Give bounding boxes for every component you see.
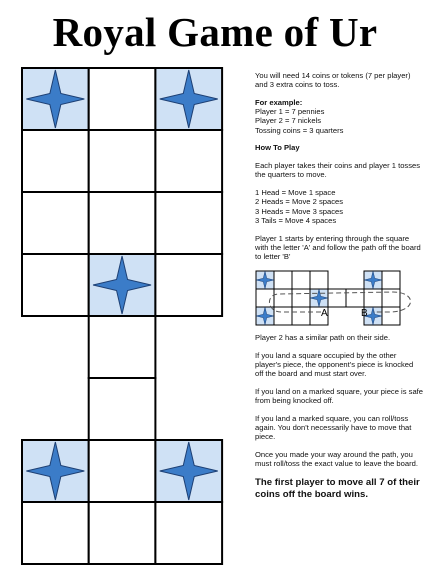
board-square: [22, 502, 89, 564]
board-square: [89, 68, 156, 130]
page-title: Royal Game of Ur: [52, 9, 378, 55]
mini-board-square: [364, 289, 382, 307]
mini-board-square: [382, 307, 400, 325]
mini-board-square: [328, 289, 346, 307]
example-line-2: Player 2 = 7 nickels: [255, 116, 322, 126]
exit-rule: Once you made your way around the path, you must roll/toss the exact value to leave the board.: [255, 450, 418, 469]
board-square: [155, 192, 222, 254]
move-2: 2 Heads = Move 2 spaces: [255, 197, 344, 207]
mini-board-square: [274, 271, 292, 289]
board-square: [22, 192, 89, 254]
board-square: [155, 254, 222, 316]
mini-board-square: [274, 289, 292, 307]
board-square: [89, 316, 156, 378]
how-to-play-heading: How To Play: [255, 143, 300, 153]
win-rule: The first player to move all 7 of their coins off the board wins.: [255, 477, 420, 500]
board-square: [89, 192, 156, 254]
path-diagram: [255, 270, 417, 326]
board-square: [22, 254, 89, 316]
capture-rule: If you land a square occupied by the other player's piece, the opponent's piece is knocked off the board and must start over.: [255, 350, 414, 379]
mini-board-square: [256, 289, 274, 307]
mini-board-square: [310, 271, 328, 289]
example-line-1: Player 1 = 7 pennies: [255, 107, 325, 117]
board-square: [89, 502, 156, 564]
moves-list: [255, 188, 423, 225]
mini-board-square: [346, 289, 364, 307]
rules-example: [255, 98, 423, 135]
path-text: Player 1 starts by entering through the square with the letter 'A' and follow the path off the board to letter 'B': [255, 233, 421, 262]
how-to-play-text: Each player takes their coins and player 1 tosses the quarters to move.: [255, 161, 421, 180]
safe-rule: If you land on a marked square, your piece is safe from being knocked off.: [255, 386, 424, 406]
mini-board-square: [292, 271, 310, 289]
player-2-text: Player 2 has a similar path on their side.: [255, 332, 391, 342]
mini-board-square: [382, 271, 400, 289]
example-heading: For example:: [255, 98, 303, 107]
board-square: [22, 130, 89, 192]
reroll-rule: If you land a marked square, you can roll/toss again. You don't necessarily have to move that piece.: [255, 413, 412, 442]
example-line-3: Tossing coins = 3 quarters: [255, 125, 344, 135]
rules-panel: [255, 71, 423, 509]
rules-intro: You will need 14 coins or tokens (7 per player) and 3 extra coins to toss.: [255, 71, 411, 90]
board-square: [89, 130, 156, 192]
path-label-a: A: [321, 307, 328, 319]
path-label-b: B: [361, 307, 368, 319]
move-4: 3 Tails = Move 4 spaces: [255, 215, 337, 225]
mini-board-square: [292, 289, 310, 307]
move-1: 1 Head = Move 1 space: [255, 188, 336, 198]
board-square: [89, 440, 156, 502]
board-square: [89, 378, 156, 440]
move-3: 3 Heads = Move 3 spaces: [255, 206, 344, 216]
board-square: [155, 130, 222, 192]
board-square: [155, 502, 222, 564]
mini-board-square: [292, 307, 310, 325]
mini-board-square: [274, 307, 292, 325]
